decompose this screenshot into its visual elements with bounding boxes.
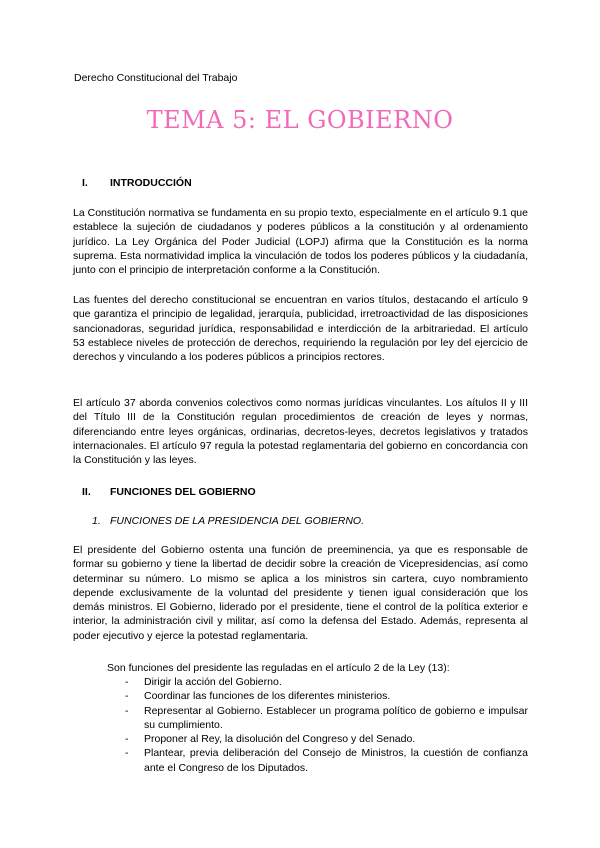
paragraph: Las fuentes del derecho constitucional se encuentran en varios títulos, destacando el artículo 9 que garantiza el principio de legalidad, jerarquía, publicidad, irretroactividad de las disposiciones sancionadoras, seguridad jurídica, responsabilidad e interdicción de la arbitrariedad. El artículo 53 establece niveles de protección de derechos, requiriendo la regulación por ley del ejercicio de derechos y vinculando a los poderes públicos a principios rectores. — [73, 294, 528, 364]
list-marker: - — [125, 747, 129, 760]
document-title: TEMA 5: EL GOBIERNO — [146, 106, 454, 134]
list-item-text: Coordinar las funciones de los diferentes ministerios. — [144, 690, 391, 703]
list-item — [125, 689, 528, 703]
section-heading-introduccion — [82, 176, 192, 190]
paragraph: La Constitución normativa se fundamenta en su propio texto, especialmente en el artículo 9.1 que establece la sujeción de ciudadanos y poderes públicos a la constitución y al ordenamiento jurídico. La Ley Orgánica del Poder Judicial (LOPJ) afirma que la Constitución es la norma suprema. Esta normatividad implica la vinculación de todos los poderes públicos y la ciudadanía, junto con el principio de interpretación conforme a la Constitución. — [73, 207, 528, 277]
list-item-text: Proponer al Rey, la disolución del Congreso y del Senado. — [144, 733, 416, 746]
subsection-heading — [92, 514, 364, 528]
list-marker: - — [125, 690, 129, 703]
list-marker: - — [125, 676, 129, 688]
list-marker: - — [125, 733, 129, 746]
paragraph: El presidente del Gobierno ostenta una función de preeminencia, ya que es responsable de formar su gobierno y tiene la libertad de decidir sobre la creación de Vicepresidencias, así como determinar su número. Lo mismo se aplica a los ministros sin cartera, cuyo nombramiento depende exclusivamente de la voluntad del presidente y tienen igual consideración que los demás ministros. El Gobierno, liderado por el presidente, tiene el control de la política exterior e interior, la administración civil y militar, así como la defensa del Estado. Además, representa al poder ejecutivo y ejerce la potestad reglamentaria. — [73, 544, 528, 642]
list-item — [125, 704, 528, 733]
list-item — [125, 746, 528, 775]
list-item — [125, 675, 528, 689]
list-marker: - — [125, 704, 129, 717]
section-number: I. — [82, 177, 88, 189]
running-header: Derecho Constitucional del Trabajo — [74, 72, 238, 84]
section-title: FUNCIONES DEL GOBIERNO — [110, 486, 256, 498]
subsection-title: FUNCIONES DE LA PRESIDENCIA DEL GOBIERNO. — [110, 515, 364, 527]
list-item-text: Dirigir la acción del Gobierno. — [144, 676, 282, 688]
list-item-text: Representar al Gobierno. Establecer un programa político de gobierno e impulsar su cumplimiento. — [144, 704, 528, 731]
section-title: INTRODUCCIÓN — [110, 177, 192, 189]
functions-list — [125, 675, 528, 775]
section-number: II. — [82, 486, 91, 498]
section-heading-funciones — [82, 485, 256, 499]
list-intro: Son funciones del presidente las reguladas en el artículo 2 de la Ley (13): — [107, 662, 450, 674]
list-item-text: Plantear, previa deliberación del Consejo de Ministros, la cuestión de confianza ante el Congreso de los Diputados. — [144, 747, 528, 774]
subsection-number: 1. — [92, 515, 101, 527]
paragraph: El artículo 37 aborda convenios colectivos como normas jurídicas vinculantes. Los aítulos II y III del Título III de la Constitución regulan procedimientos de creación de leyes y normas, diferenciando entre leyes orgánicas, ordinarias, decretos-leyes, decretos legislativos y tratados internacionales. El artículo 97 regula la potestad reglamentaria del gobierno en concordancia con la Constitución y las leyes. — [73, 397, 528, 467]
list-item — [125, 732, 528, 746]
